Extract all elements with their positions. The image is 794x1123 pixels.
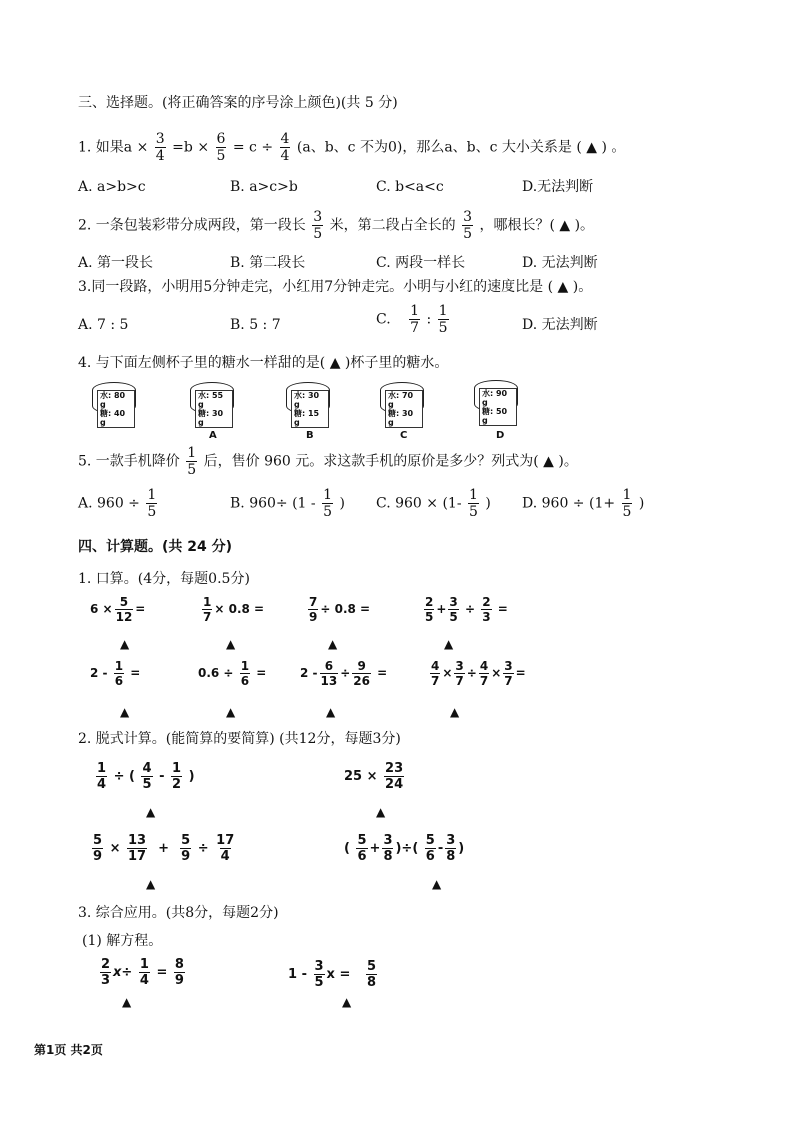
option-a: A. 7 : 5	[78, 317, 129, 333]
fraction: $\frac{4}{4}$	[280, 131, 290, 164]
cup-b: 水: 30 g 糖: 15 g	[286, 382, 330, 414]
part-3-subtitle: (1) 解方程。	[82, 933, 163, 949]
fraction: $\frac{3}{5}$	[313, 209, 323, 242]
oral-calc-6: 0.6 ÷ $\frac{1}{6}$ =	[198, 659, 267, 688]
oral-calc-2: $\frac{1}{7}$ × 0.8 =	[203, 595, 265, 624]
section-3-title: 三、选择题。(将正确答案的序号涂上颜色)(共 5 分)	[78, 95, 398, 111]
option-a: A. 第一段长	[78, 255, 154, 271]
fraction: $\frac{1}{5}$	[187, 445, 197, 478]
option-d: D. 960 ÷ (1+ $\frac{1}{5}$ )	[522, 487, 645, 520]
option-b: B. a>c>b	[230, 179, 298, 195]
page-footer: 第1页 共2页	[34, 1043, 103, 1057]
option-a: A. a>b>c	[78, 179, 146, 195]
answer-mark: ▲	[342, 995, 352, 1009]
answer-mark: ▲	[122, 995, 132, 1009]
step-calc-4: ( $\frac{5}{6}$ + $\frac{3}{8}$ )÷( $\frac{5}{6}$ - $\frac{3}{8}$ )	[344, 833, 465, 864]
answer-mark: ▲	[146, 877, 156, 891]
option-b: B. 5 : 7	[230, 317, 281, 333]
equation-2: 1 - $\frac{3}{5}$ x = $\frac{5}{8}$	[288, 959, 376, 990]
option-d: D. 无法判断	[522, 255, 598, 271]
step-calc-3: $\frac{5}{9}$ × $\frac{13}{17}$ + $\frac{5}{9}$ ÷ $\frac{17}{4}$	[93, 833, 235, 864]
option-a: A. 960 ÷ $\frac{1}{5}$	[78, 487, 157, 520]
fraction: $\frac{3}{4}$	[155, 131, 165, 164]
cup-c-label: C	[400, 430, 408, 441]
answer-mark: ▲	[376, 805, 386, 819]
oral-calc-5: 2 - $\frac{1}{6}$ =	[90, 659, 141, 688]
question-4: 4. 与下面左侧杯子里的糖水一样甜的是( ▲ )杯子里的糖水。	[78, 355, 449, 371]
fraction: $\frac{6}{5}$	[216, 131, 226, 164]
option-b: B. 第二段长	[230, 255, 306, 271]
cup-reference: 水: 80 g 糖: 40 g	[92, 382, 136, 414]
oral-calc-8: $\frac{4}{7}$ × $\frac{3}{7}$ ÷ $\frac{4}{7}$ × $\frac{3}{7}$ =	[431, 659, 526, 688]
question-2: 2. 一条包装彩带分成两段，第一段长 $\frac{3}{5}$ 米，第二段占全长的 $\frac{3}{5}$ ，哪根长？( ▲ )。	[78, 209, 595, 242]
step-calc-1: $\frac{1}{4}$ ÷ ( $\frac{4}{5}$ - $\frac{1}{2}$ )	[97, 761, 195, 792]
oral-calc-4: $\frac{2}{5}$ + $\frac{3}{5}$ ÷ $\frac{2}{3}$ =	[425, 595, 508, 624]
option-c: C. $\frac{1}{7}$ : $\frac{1}{5}$	[376, 303, 448, 336]
answer-mark: ▲	[226, 705, 236, 719]
option-d: D. 无法判断	[522, 317, 598, 333]
answer-mark: ▲	[444, 637, 454, 651]
cup-b-label: B	[306, 430, 314, 441]
cup-c: 水: 70 g 糖: 30 g	[380, 382, 424, 414]
option-d: D.无法判断	[522, 179, 594, 195]
cup-d: 水: 90 g 糖: 50 g	[474, 380, 518, 412]
option-c: C. b<a<c	[376, 179, 444, 195]
answer-mark: ▲	[120, 637, 130, 651]
answer-mark: ▲	[120, 705, 130, 719]
option-c: C. 两段一样长	[376, 255, 466, 271]
oral-calc-7: 2 - $\frac{6}{13}$ ÷ $\frac{9}{26}$ =	[300, 659, 388, 688]
part-1-title: 1. 口算。(4分，每题0.5分)	[78, 571, 250, 587]
option-b: B. 960÷ (1 - $\frac{1}{5}$ )	[230, 487, 345, 520]
option-c: C. 960 × (1- $\frac{1}{5}$ )	[376, 487, 491, 520]
answer-mark: ▲	[328, 637, 338, 651]
step-calc-2: 25 × $\frac{23}{24}$	[344, 761, 404, 792]
cup-a: 水: 55 g 糖: 30 g	[190, 382, 234, 414]
part-2-title: 2. 脱式计算。(能简算的要简算) (共12分，每题3分)	[78, 731, 401, 747]
answer-mark: ▲	[226, 637, 236, 651]
answer-mark: ▲	[326, 705, 336, 719]
answer-mark: ▲	[450, 705, 460, 719]
oral-calc-3: $\frac{7}{9}$ ÷ 0.8 =	[309, 595, 371, 624]
question-3: 3.同一段路，小明用5分钟走完，小红用7分钟走完。小明与小红的速度比是 ( ▲ )。	[78, 279, 593, 295]
section-4-title: 四、计算题。(共 24 分)	[78, 539, 233, 555]
part-3-title: 3. 综合应用。(共8分，每题2分)	[78, 905, 279, 921]
answer-mark: ▲	[432, 877, 442, 891]
cup-d-label: D	[496, 430, 505, 441]
oral-calc-1: 6 × $\frac{5}{12}$ =	[90, 595, 146, 624]
equation-1: $\frac{2}{3}$ x÷ $\frac{1}{4}$ = $\frac{8}{9}$	[101, 957, 184, 988]
question-5: 5. 一款手机降价 $\frac{1}{5}$ 后，售价 960 元。求这款手机的原价是多少？列式为( ▲ )。	[78, 445, 578, 478]
cup-a-label: A	[209, 430, 217, 441]
fraction: $\frac{3}{5}$	[463, 209, 473, 242]
question-1: 1. 如果a × $\frac{3}{4}$ =b × $\frac{6}{5}$ = c ÷ $\frac{4}{4}$ (a、b、c 不为0)，那么a、b、c 大小关系是 ( ▲ ) 。	[78, 131, 626, 164]
answer-mark: ▲	[146, 805, 156, 819]
